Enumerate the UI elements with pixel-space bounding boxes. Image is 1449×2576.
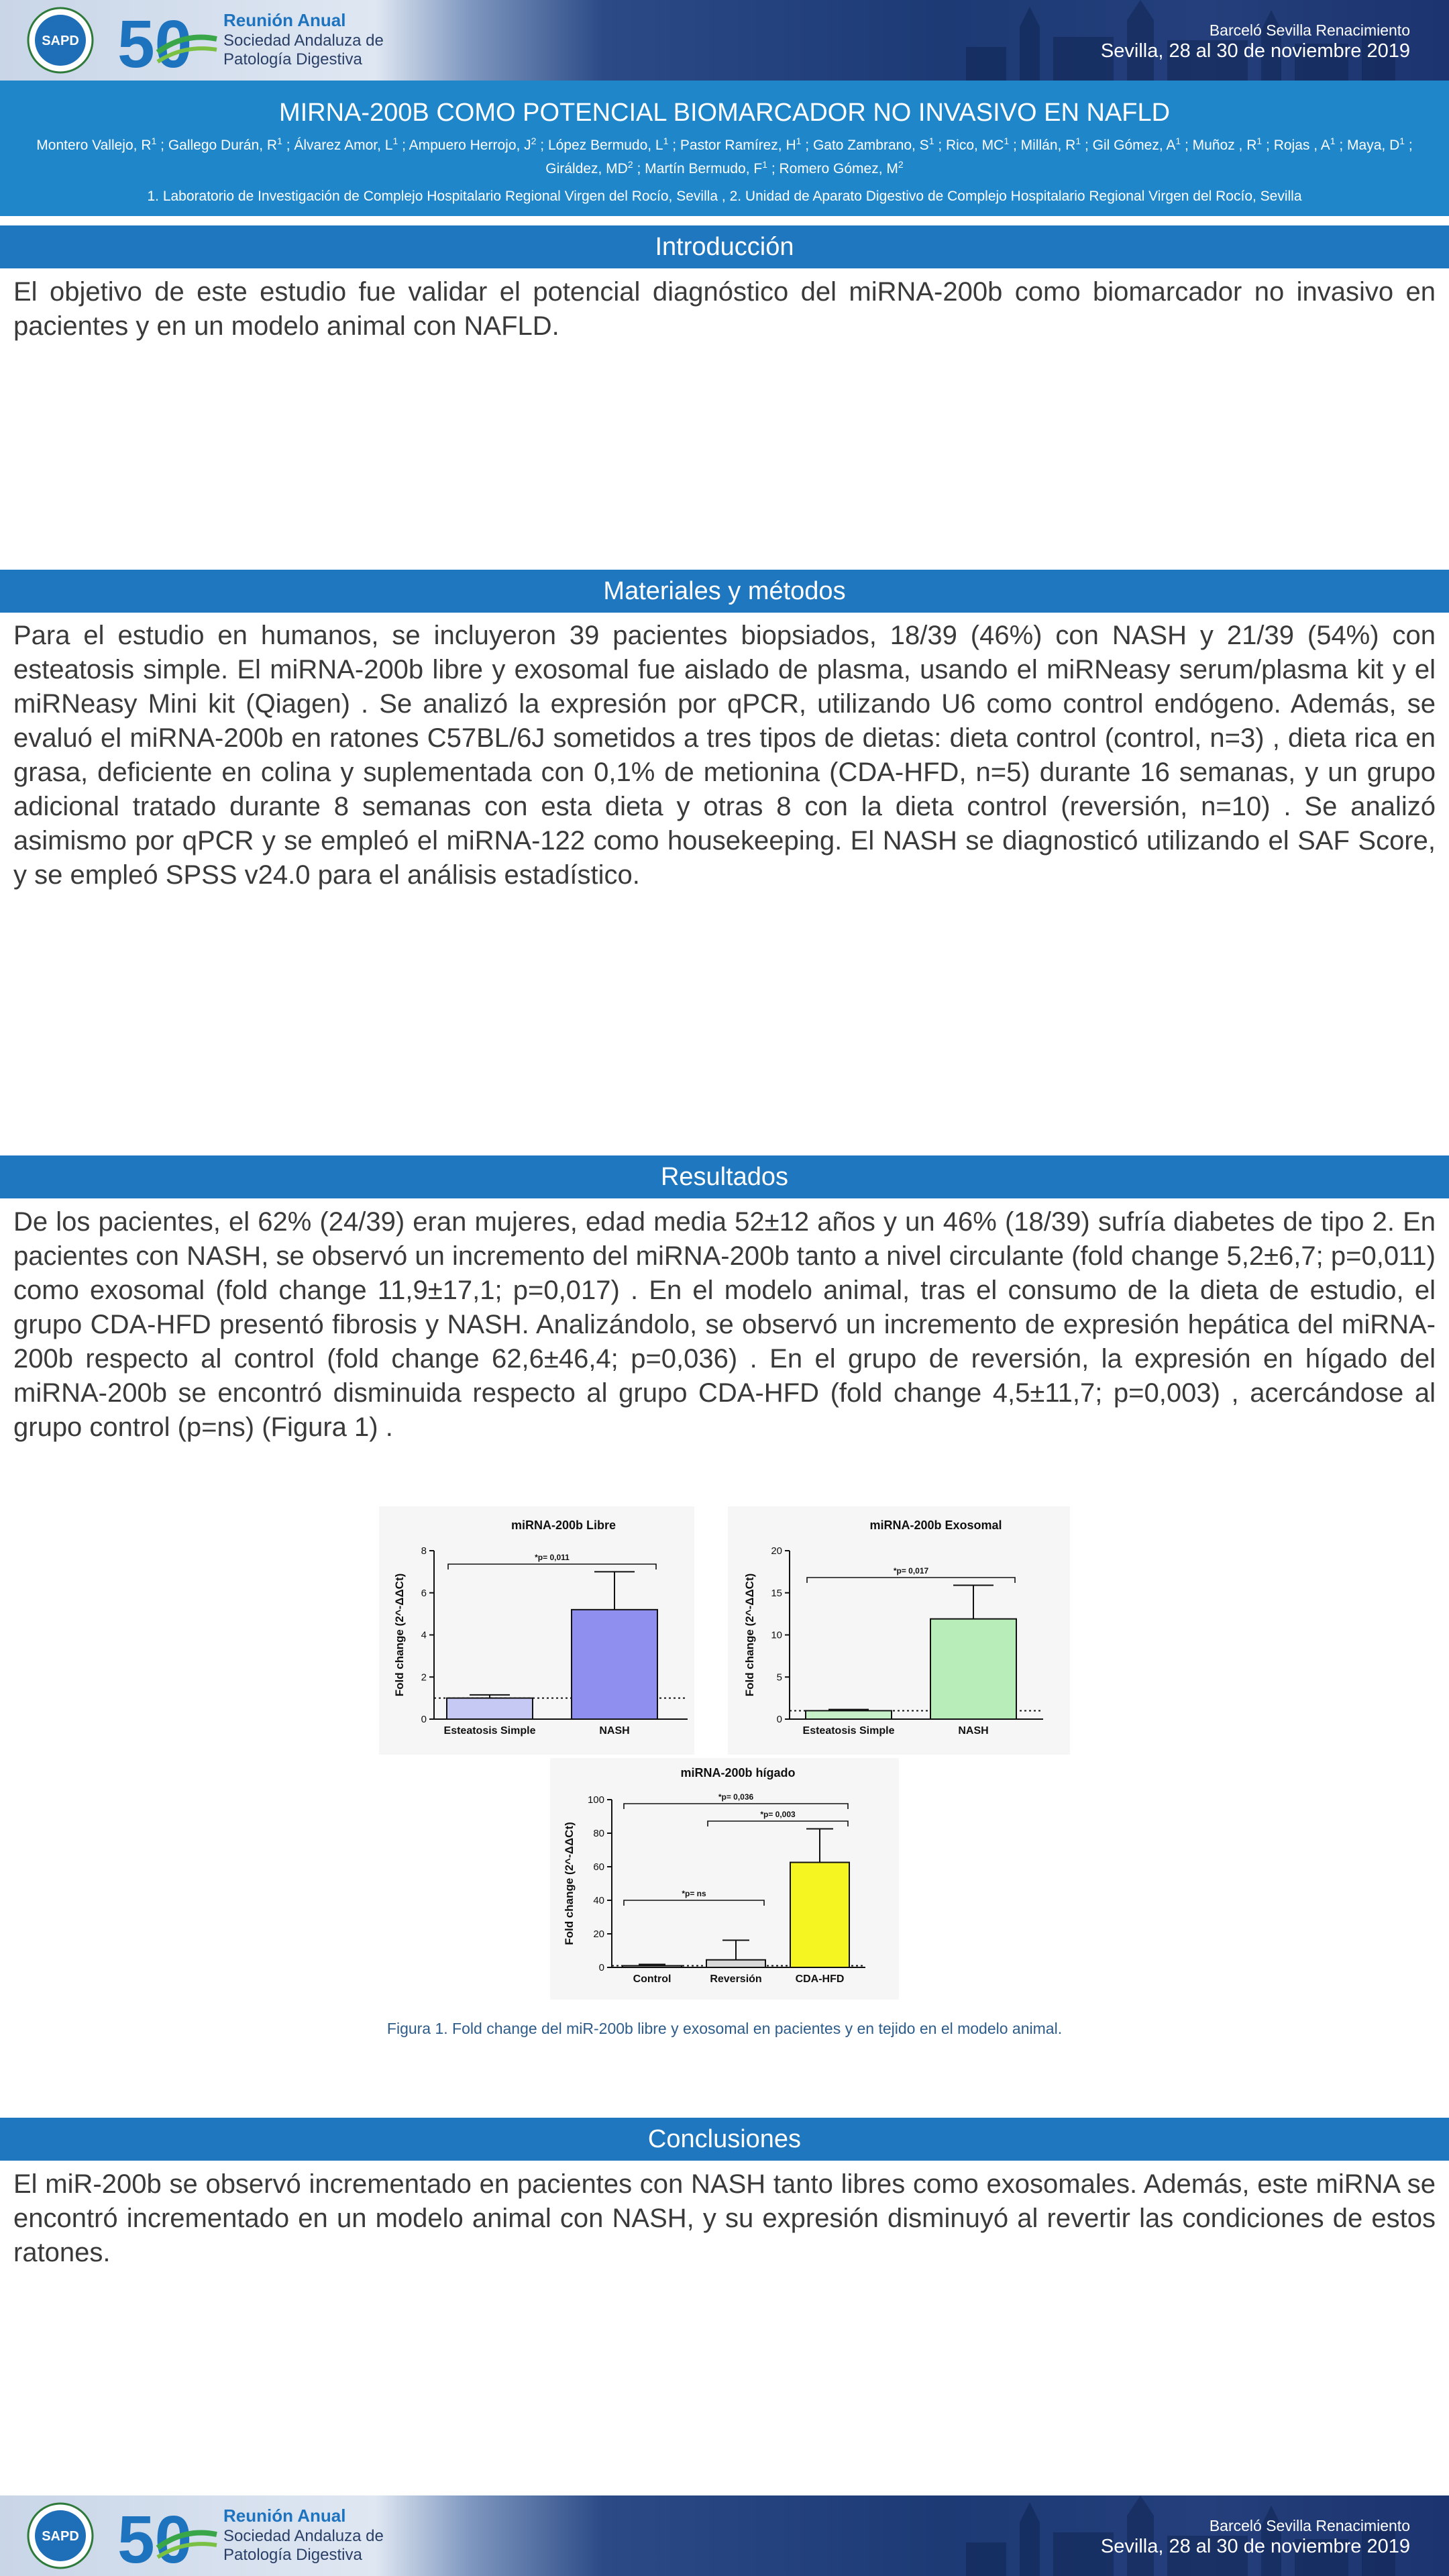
chart-mirna-exosomal	[728, 1506, 1070, 1755]
y-tick-label: 20	[593, 1928, 604, 1940]
venue: Barceló Sevilla Renacimiento	[1209, 2517, 1410, 2534]
org-subtitle-line1: Sociedad Andaluza de	[223, 32, 384, 50]
author-name: Álvarez Amor, L	[294, 138, 393, 153]
significance-label: *p= 0,017	[893, 1566, 929, 1576]
y-tick-label: 60	[593, 1861, 604, 1873]
author-name: Martín Bermudo, F	[645, 161, 763, 176]
sapd-logo	[27, 7, 94, 74]
significance-label: *p= 0,003	[760, 1810, 796, 1819]
author-affiliation-mark: 1	[928, 136, 934, 146]
affiliations: 1. Laboratorio de Investigación de Complejo Hospitalario Regional Virgen del Rocío, Sevilla , 2. Unidad de Aparato Digestivo de Complejo Hospitalario Regional Virgen del Rocío, Sevilla	[147, 189, 1302, 204]
author-name: Gallego Durán, R	[168, 138, 278, 153]
author-name: López Bermudo, L	[547, 138, 663, 153]
org-title: Reunión Anual	[223, 2506, 346, 2526]
x-tick-label: Control	[633, 1973, 672, 1985]
title-block	[0, 81, 1449, 216]
significance-bracket	[807, 1578, 1015, 1583]
y-tick-label: 6	[421, 1587, 427, 1599]
section-header-introduccion: Introducción	[0, 225, 1449, 268]
significance-label: *p= 0,036	[718, 1792, 754, 1802]
fifty-anniversary-logo	[117, 2501, 218, 2571]
author-name: Muñoz , R	[1192, 138, 1257, 153]
y-axis-label: Fold change (2^-ΔΔCt)	[393, 1573, 406, 1697]
chart-title: miRNA-200b Exosomal	[869, 1518, 1002, 1532]
bar	[790, 1863, 849, 1968]
results-text: De los pacientes, el 62% (24/39) eran mujeres, edad media 52±12 años y un 46% (18/39) sufría diabetes de tipo 2. En pacientes con NASH, se observó un incremento del miRNA-200b tanto a nivel circulante (fold change 5,2±6,7; p=0,011) como exosomal (fold change 11,9±17,1; p=0,017) . En el modelo animal, tras el consumo de la dieta de estudio, el grupo CDA-HFD presentó fibrosis y NASH. Analizándolo, se observó un incremento de expresión hepática del miRNA-200b respecto al control (fold change 62,6±46,4; p=0,036) . En el grupo de reversión, la expresión en hígado del miRNA-200b se encontró disminuida respecto al grupo CDA-HFD (fold change 4,5±11,7; p=0,003) , acercándose al grupo control (p=ns) (Figura 1) .	[13, 1207, 1436, 1442]
significance-bracket	[624, 1900, 764, 1906]
section-header-materiales: Materiales y métodos	[0, 570, 1449, 613]
chart-mirna-libre	[379, 1506, 694, 1755]
author-affiliation-mark: 1	[1330, 136, 1336, 146]
author-affiliation-mark: 1	[392, 136, 398, 146]
org-title: Reunión Anual	[223, 10, 346, 30]
bar	[706, 1960, 765, 1967]
author-list: Montero Vallejo, $R^1$ ; Gallego Durán, $R^1$ ; Álvarez Amor, $L^1$ ; Ampuero Herrojo, $J^2$ ; López Bermudo, $L^1$ ; Pastor Ramírez, $H^1$ ; Gato Zambrano, $S^1$ ; Rico, $MC^1$ ; Millán, $R^1$ ; Gil Gómez, $A^1$ ; Muñoz , $R^1$ ; Rojas , $A^1$ ; Maya, $D^1$ ; Giráldez, $MD^2$ ; Martín Bermudo, $F^1$ ; Romero Gómez, $M^2$	[36, 136, 1413, 176]
chart-title: miRNA-200b hígado	[680, 1766, 796, 1780]
author-name: Giráldez, MD	[545, 161, 628, 176]
x-tick-label: Reversión	[710, 1973, 762, 1985]
y-tick-label: 100	[587, 1794, 604, 1806]
sapd-logo	[27, 2502, 94, 2569]
bar	[447, 1698, 533, 1719]
author-name: Ampuero Herrojo, J	[409, 138, 531, 153]
x-tick-label: Esteatosis Simple	[443, 1725, 536, 1737]
chart-mirna-higado	[550, 1758, 899, 2000]
svg-text:SAPD: SAPD	[42, 2529, 79, 2544]
author-affiliation-mark: 2	[531, 136, 537, 146]
author-name: Rojas , A	[1273, 138, 1330, 153]
significance-label: *p= ns	[682, 1889, 706, 1898]
bar	[572, 1610, 657, 1719]
y-tick-label: 80	[593, 1828, 604, 1839]
y-axis-label: Fold change (2^-ΔΔCt)	[743, 1573, 756, 1697]
y-tick-label: 10	[771, 1629, 782, 1641]
conclusions-text: El miR-200b se observó incrementado en pacientes con NASH tanto libres como exosomales. Además, este miRNA se encontró incrementado en un modelo animal con NASH, y su expresión disminuyó al revertir las condiciones de estos ratones.	[13, 2169, 1436, 2267]
y-tick-label: 8	[421, 1545, 427, 1557]
significance-label: *p= 0,011	[535, 1553, 570, 1562]
section-header-conclusiones: Conclusiones	[0, 2118, 1449, 2161]
y-axis-label: Fold change (2^-ΔΔCt)	[563, 1822, 576, 1945]
event-dates: Sevilla, 28 al 30 de noviembre 2019	[1100, 40, 1410, 62]
poster-title: MIRNA-200B COMO POTENCIAL BIOMARCADOR NO INVASIVO EN NAFLD	[278, 99, 1171, 127]
y-tick-label: 15	[771, 1587, 782, 1599]
org-subtitle-line2: Patología Digestiva	[223, 2546, 362, 2564]
author-affiliation-mark: 1	[796, 136, 802, 146]
author-affiliation-mark: 1	[1004, 136, 1010, 146]
y-tick-label: 4	[421, 1629, 427, 1641]
significance-bracket	[448, 1564, 656, 1569]
fifty-anniversary-logo	[117, 5, 218, 75]
bottom-banner	[0, 2495, 1449, 2576]
y-tick-label: 0	[598, 1962, 604, 1973]
author-affiliation-mark: 2	[627, 159, 633, 170]
org-subtitle-line1: Sociedad Andaluza de	[223, 2527, 384, 2545]
author-affiliation-mark: 1	[1075, 136, 1081, 146]
y-tick-label: 0	[421, 1714, 427, 1725]
org-subtitle-line2: Patología Digestiva	[223, 50, 362, 68]
author-affiliation-mark: 1	[277, 136, 282, 146]
author-affiliation-mark: 1	[1256, 136, 1263, 146]
author-name: Gil Gómez, A	[1092, 138, 1176, 153]
author-affiliation-mark: 1	[663, 136, 669, 146]
y-tick-label: 2	[421, 1671, 427, 1684]
x-tick-label: NASH	[599, 1725, 630, 1737]
bar	[623, 1966, 682, 1968]
x-tick-label: Esteatosis Simple	[802, 1725, 895, 1737]
bar	[806, 1710, 892, 1719]
author-name: Pastor Ramírez, H	[680, 138, 796, 153]
y-tick-label: 0	[776, 1714, 782, 1725]
chart-title: miRNA-200b Libre	[511, 1518, 616, 1532]
svg-text:50: 50	[117, 7, 193, 75]
author-affiliation-mark: 2	[898, 159, 904, 170]
y-tick-label: 20	[771, 1545, 782, 1557]
author-name: Millán, R	[1020, 138, 1076, 153]
svg-text:SAPD: SAPD	[42, 34, 79, 48]
author-name: Romero Gómez, M	[779, 161, 898, 176]
venue: Barceló Sevilla Renacimiento	[1209, 21, 1410, 39]
event-dates: Sevilla, 28 al 30 de noviembre 2019	[1100, 2536, 1410, 2557]
x-tick-label: NASH	[958, 1725, 989, 1737]
significance-bracket	[624, 1804, 848, 1809]
author-affiliation-mark: 1	[1175, 136, 1181, 146]
top-banner	[0, 0, 1449, 81]
methods-text: Para el estudio en humanos, se incluyeron 39 pacientes biopsiados, 18/39 (46%) con NASH y 21/39 (54%) con esteatosis simple. El miRNA-200b libre y exosomal fue aislado de plasma, usando el miRNeasy serum/plasma kit y el miRNeasy Mini kit (Qiagen) . Se analizó la expresión por qPCR, utilizando U6 como control endógeno. Además, se evaluó el miRNA-200b en ratones C57BL/6J sometidos a tres tipos de dietas: dieta control (control, n=3) , dieta rica en grasa, deficiente en colina y suplementada con 0,1% de metionina (CDA-HFD, n=5) durante 16 semanas, y un grupo adicional tratado durante 8 semanas con esta dieta y otras 8 con la dieta control (reversión, n=10) . Se analizó asimismo por qPCR y se empleó el miRNA-122 como housekeeping. El NASH se diagnosticó utilizando el SAF Score, y se empleó SPSS v24.0 para el análisis estadístico.	[13, 621, 1436, 890]
author-affiliation-mark: 1	[151, 136, 157, 146]
significance-bracket	[708, 1821, 848, 1826]
author-affiliation-mark: 1	[762, 159, 767, 170]
author-name: Rico, MC	[946, 138, 1004, 153]
author-affiliation-mark: 1	[1399, 136, 1405, 146]
author-name: Montero Vallejo, R	[36, 138, 152, 153]
x-tick-label: CDA-HFD	[795, 1973, 845, 1985]
figure-caption: Figura 1. Fold change del miR-200b libre y exosomal en pacientes y en tejido en el modelo animal.	[386, 2020, 1063, 2037]
author-name: Maya, D	[1347, 138, 1400, 153]
y-tick-label: 40	[593, 1895, 604, 1906]
section-header-resultados: Resultados	[0, 1155, 1449, 1198]
svg-text:50: 50	[117, 2502, 193, 2571]
y-tick-label: 5	[776, 1671, 782, 1684]
intro-text: El objetivo de este estudio fue validar el potencial diagnóstico del miRNA-200b como biomarcador no invasivo en pacientes y en un modelo animal con NAFLD.	[13, 277, 1436, 341]
bar	[930, 1619, 1016, 1719]
author-name: Gato Zambrano, S	[812, 138, 929, 153]
